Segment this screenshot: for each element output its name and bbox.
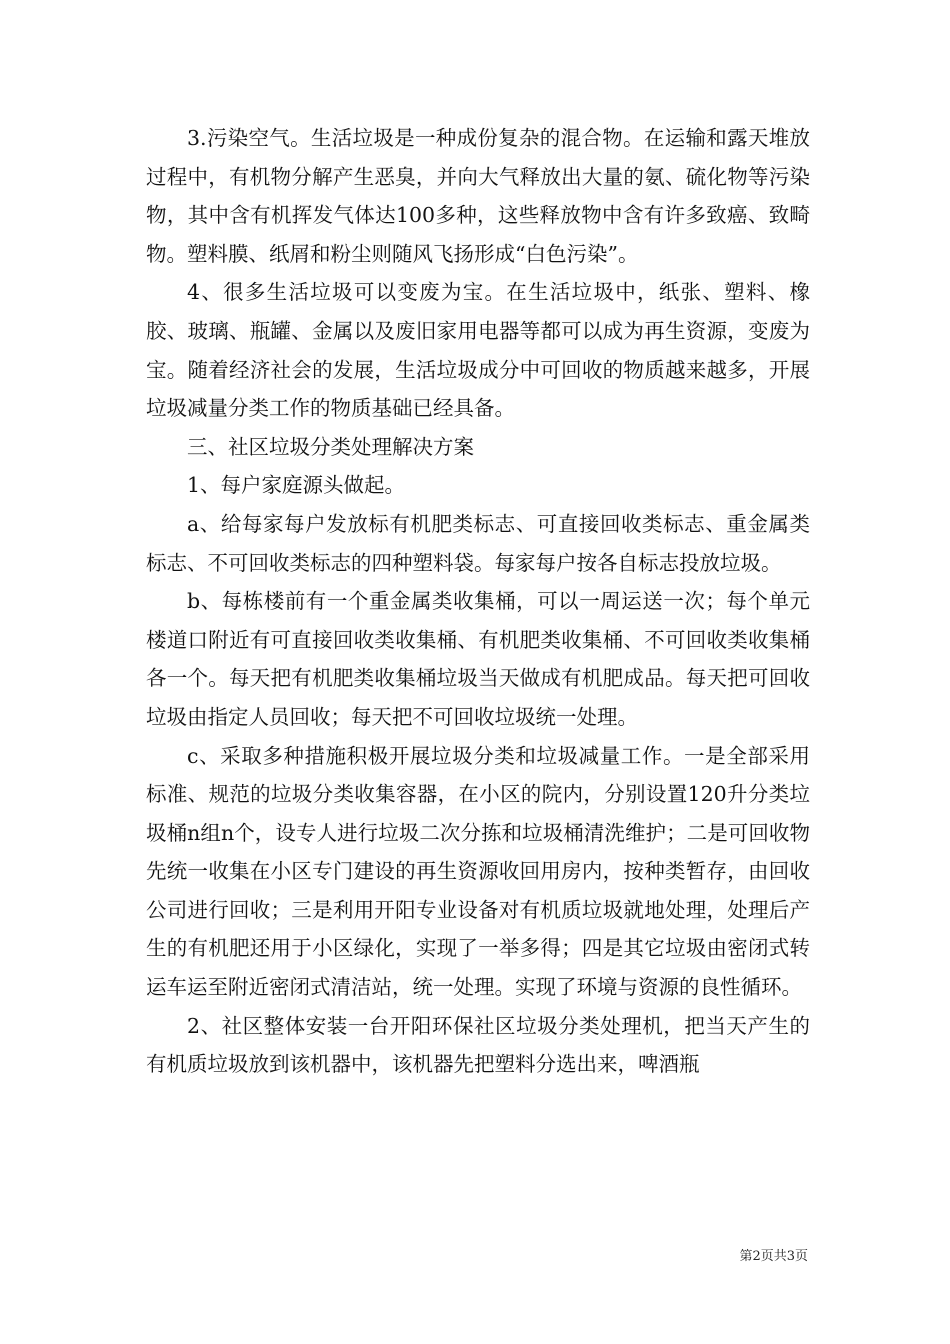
section-heading-solution: 三、社区垃圾分类处理解决方案 [187, 434, 474, 459]
paragraph-item-a: a、给每家每户发放标有机肥类标志、可直接回收类标志、重金属类标志、不可回收类标志的四种塑料袋。每家每户按各自标志投放垃圾。 [146, 511, 810, 575]
page-number-footer: 第2页共3页 [739, 1249, 808, 1264]
paragraph-recyclable-waste: 4、很多生活垃圾可以变废为宝。在生活垃圾中，纸张、塑料、橡胶、玻璃、瓶罐、金属以及废旧家用电器等都可以成为再生资源，变废为宝。随着经济社会的发展，生活垃圾成分中可回收的物质越来越多，开展垃圾减量分类工作的物质基础已经具备。 [146, 280, 810, 421]
paragraph-community-machine: 2、社区整体安装一台开阳环保社区垃圾分类处理机，把当天产生的有机质垃圾放到该机器中，该机器先把塑料分选出来，啤酒瓶 [146, 1013, 810, 1077]
paragraph-air-pollution: 3.污染空气。生活垃圾是一种成份复杂的混合物。在运输和露天堆放过程中，有机物分解产生恶臭，并向大气释放出大量的氨、硫化物等污染物，其中含有机挥发气体达100多种，这些释放物中含有许多致癌、致畸物。塑料膜、纸屑和粉尘则随风飞扬形成“白色污染”。 [146, 126, 810, 266]
paragraph-item-c: c、采取多种措施积极开展垃圾分类和垃圾减量工作。一是全部采用标准、规范的垃圾分类收集容器，在小区的院内，分别设置120升分类垃圾桶n组n个，设专人进行垃圾二次分拣和垃圾桶清洗维护；二是可回收物先统一收集在小区专门建设的再生资源收回用房内，按种类暂存，由回收公司进行回收；三是利用开阳专业设备对有机质垃圾就地处理，处理后产生的有机肥还用于小区绿化，实现了一举多得；四是其它垃圾由密闭式转运车运至附近密闭式清洁站，统一处理。实现了环境与资源的良性循环。 [146, 743, 810, 1000]
document-body [146, 119, 810, 1084]
paragraph-household-source: 1、每户家庭源头做起。 [187, 473, 406, 498]
paragraph-item-b: b、每栋楼前有一个重金属类收集桶，可以一周运送一次；每个单元楼道口附近有可直接回收类收集桶、有机肥类收集桶、不可回收类收集桶各一个。每天把有机肥类收集桶垃圾当天做成有机肥成品。每天把可回收垃圾由指定人员回收；每天把不可回收垃圾统一处理。 [146, 589, 810, 729]
